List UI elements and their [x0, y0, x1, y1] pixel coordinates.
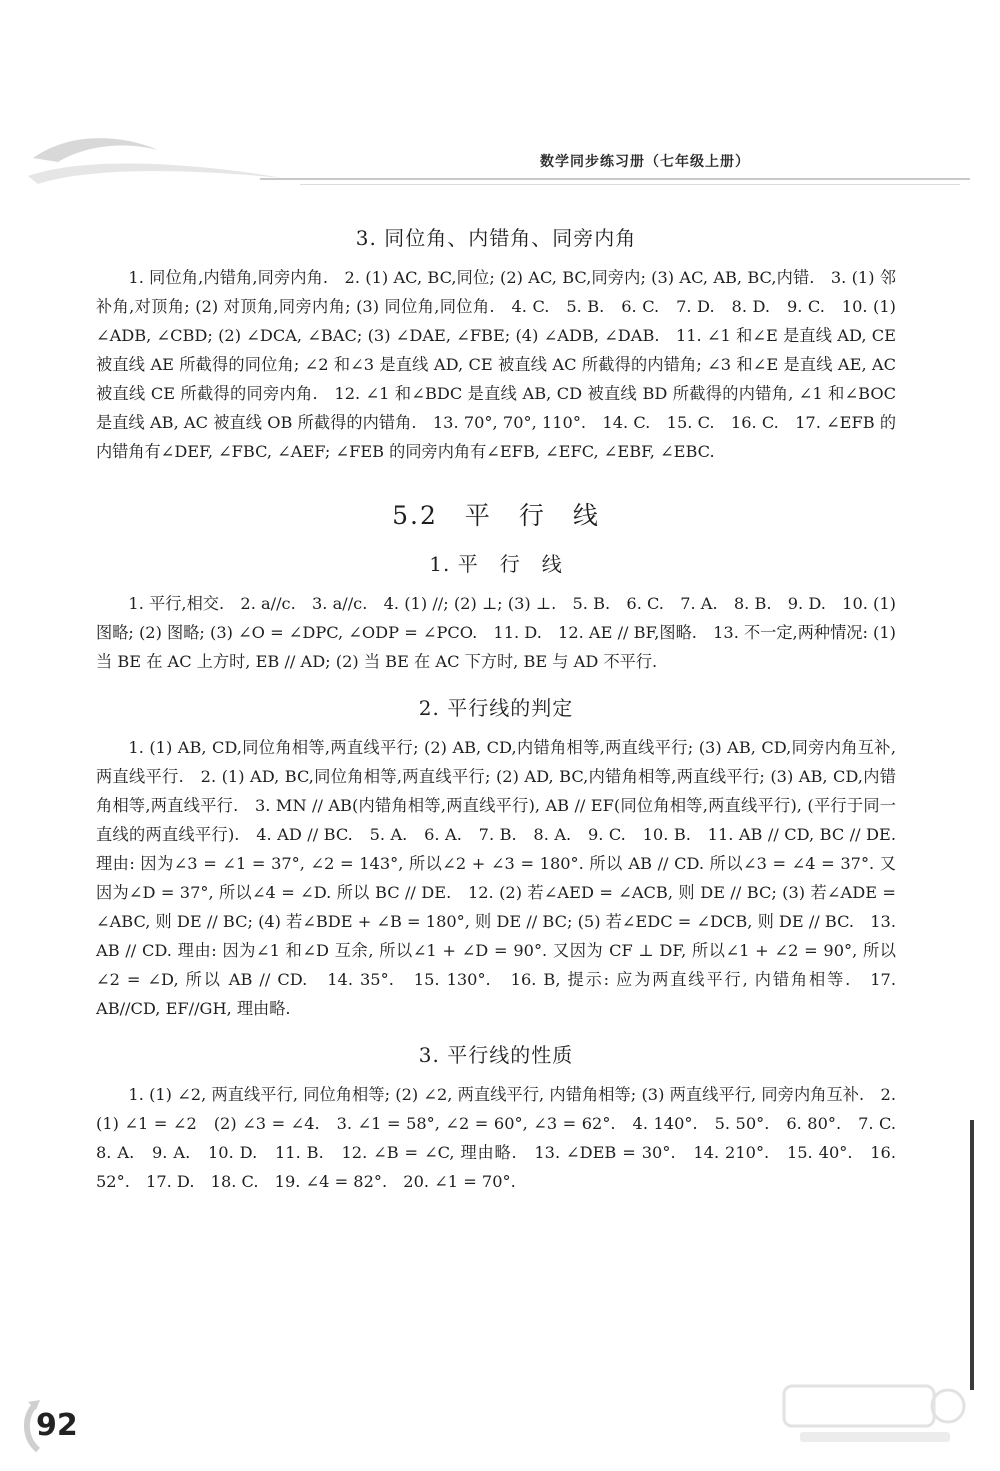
- answer-paragraph: 1. (1) AB, CD,同位角相等,两直线平行; (2) AB, CD,内错角相等,两直线平行; (3) AB, CD,同旁内角互补,两直线平行. 2. (1) AD, BC,同位角相等,两直线平行; (2) AD, BC,内错角相等,两直线平行; (3) AB, CD,内错角相等,两直线平行. 3. MN // AB(内错角相等,两直线平行), AB // EF(同位角相等,两直线平行), (平行于同一直线的两直线平行). 4. AD // BC. 5. A. 6. A. 7. B. 8. A. 9. C. 10. B. 11. AB // CD, BC // DE. 理由: 因为∠3 = ∠1 = 37°, ∠2 = 143°, 所以∠2 + ∠3 = 180°. 所以 AB // CD. 所以∠3 = ∠4 = 37°. 又因为∠D = 37°, 所以∠4 = ∠D. 所以 BC // DE. 12. (2) 若∠AED = ∠ACB, 则 DE // BC; (3) 若∠ADE = ∠ABC, 则 DE // BC; (4) 若∠BDE + ∠B = 180°, 则 DE // BC; (5) 若∠EDC = ∠DCB, 则 DE // BC. 13. AB // CD. 理由: 因为∠1 和∠D 互余, 所以∠1 + ∠D = 90°. 又因为 CF ⊥ DF, 所以∠1 + ∠2 = 90°, 所以∠2 = ∠D, 所以 AB // CD. 14. 35°. 15. 130°. 16. B, 提示: 应为两直线平行, 内错角相等. 17. AB//CD, EF//GH, 理由略.: [96, 738, 896, 1018]
- header-swoosh-decoration: [28, 128, 288, 198]
- binding-edge-mark: [970, 1120, 974, 1390]
- section-heading: 1. 平 行 线: [429, 552, 563, 576]
- running-title: 数学同步练习册（七年级上册）: [540, 154, 750, 170]
- page-number: [28, 1402, 88, 1452]
- page-content: [96, 218, 913, 1196]
- answer-paragraph: 1. 平行,相交. 2. a//c. 3. a//c. 4. (1) //; (2) ⊥; (3) ⊥. 5. B. 6. C. 7. A. 8. B. 9. D. 10. (1) 图略; (2) 图略; (3) ∠O = ∠DPC, ∠ODP = ∠PCO. 11. D. 12. AE // BF,图略. 13. 不一定,两种情况: (1) 当 BE 在 AC 上方时, EB // AD; (2) 当 BE 在 AC 下方时, BE 与 AD 不平行.: [96, 594, 896, 671]
- header-rule-secondary: [300, 184, 960, 185]
- page-number-text: 92: [36, 1408, 78, 1443]
- answer-paragraph: 1. (1) ∠2, 两直线平行, 同位角相等; (2) ∠2, 两直线平行, 内错角相等; (3) 两直线平行, 同旁内角互补. 2. (1) ∠1 = ∠2 (2) ∠3 = ∠4. 3. ∠1 = 58°, ∠2 = 60°, ∠3 = 62°. 4. 140°. 5. 50°. 6. 80°. 7. C. 8. A. 9. A. 10. D. 11. B. 12. ∠B = ∠C, 理由略. 13. ∠DEB = 30°. 14. 210°. 15. 40°. 16. 52°. 17. D. 18. C. 19. ∠4 = 82°. 20. ∠1 = 70°.: [96, 1085, 913, 1191]
- watermark-logo-icon: [780, 1380, 970, 1450]
- section-heading: 2. 平行线的判定: [418, 696, 574, 720]
- chapter-heading: 5.2 平 行 线: [392, 501, 600, 530]
- section-heading: 3. 同位角、内错角、同旁内角: [355, 226, 637, 250]
- answer-paragraph: 1. 同位角,内错角,同旁内角. 2. (1) AC, BC,同位; (2) AC, BC,同旁内; (3) AC, AB, BC,内错. 3. (1) 邻补角,对顶角; (2) 对顶角,同旁内角; (3) 同位角,同位角. 4. C. 5. B. 6. C. 7. D. 8. D. 9. C. 10. (1) ∠ADB, ∠CBD; (2) ∠DCA, ∠BAC; (3) ∠DAE, ∠FBE; (4) ∠ADB, ∠DAB. 11. ∠1 和∠E 是直线 AD, CE 被直线 AE 所截得的同位角; ∠2 和∠3 是直线 AD, CE 被直线 AC 所截得的内错角; ∠3 和∠E 是直线 AE, AC 被直线 CE 所截得的同旁内角. 12. ∠1 和∠BDC 是直线 AB, CD 被直线 BD 所截得的内错角, ∠1 和∠BOC 是直线 AB, AC 被直线 OB 所截得的内错角. 13. 70°, 70°, 110°. 14. C. 15. C. 16. C. 17. ∠EFB 的内错角有∠DEF, ∠FBC, ∠AEF; ∠FEB 的同旁内角有∠EFB, ∠EFC, ∠EBF, ∠EBC.: [96, 268, 896, 461]
- section-heading: 3. 平行线的性质: [418, 1043, 574, 1067]
- header-rule: [260, 178, 970, 180]
